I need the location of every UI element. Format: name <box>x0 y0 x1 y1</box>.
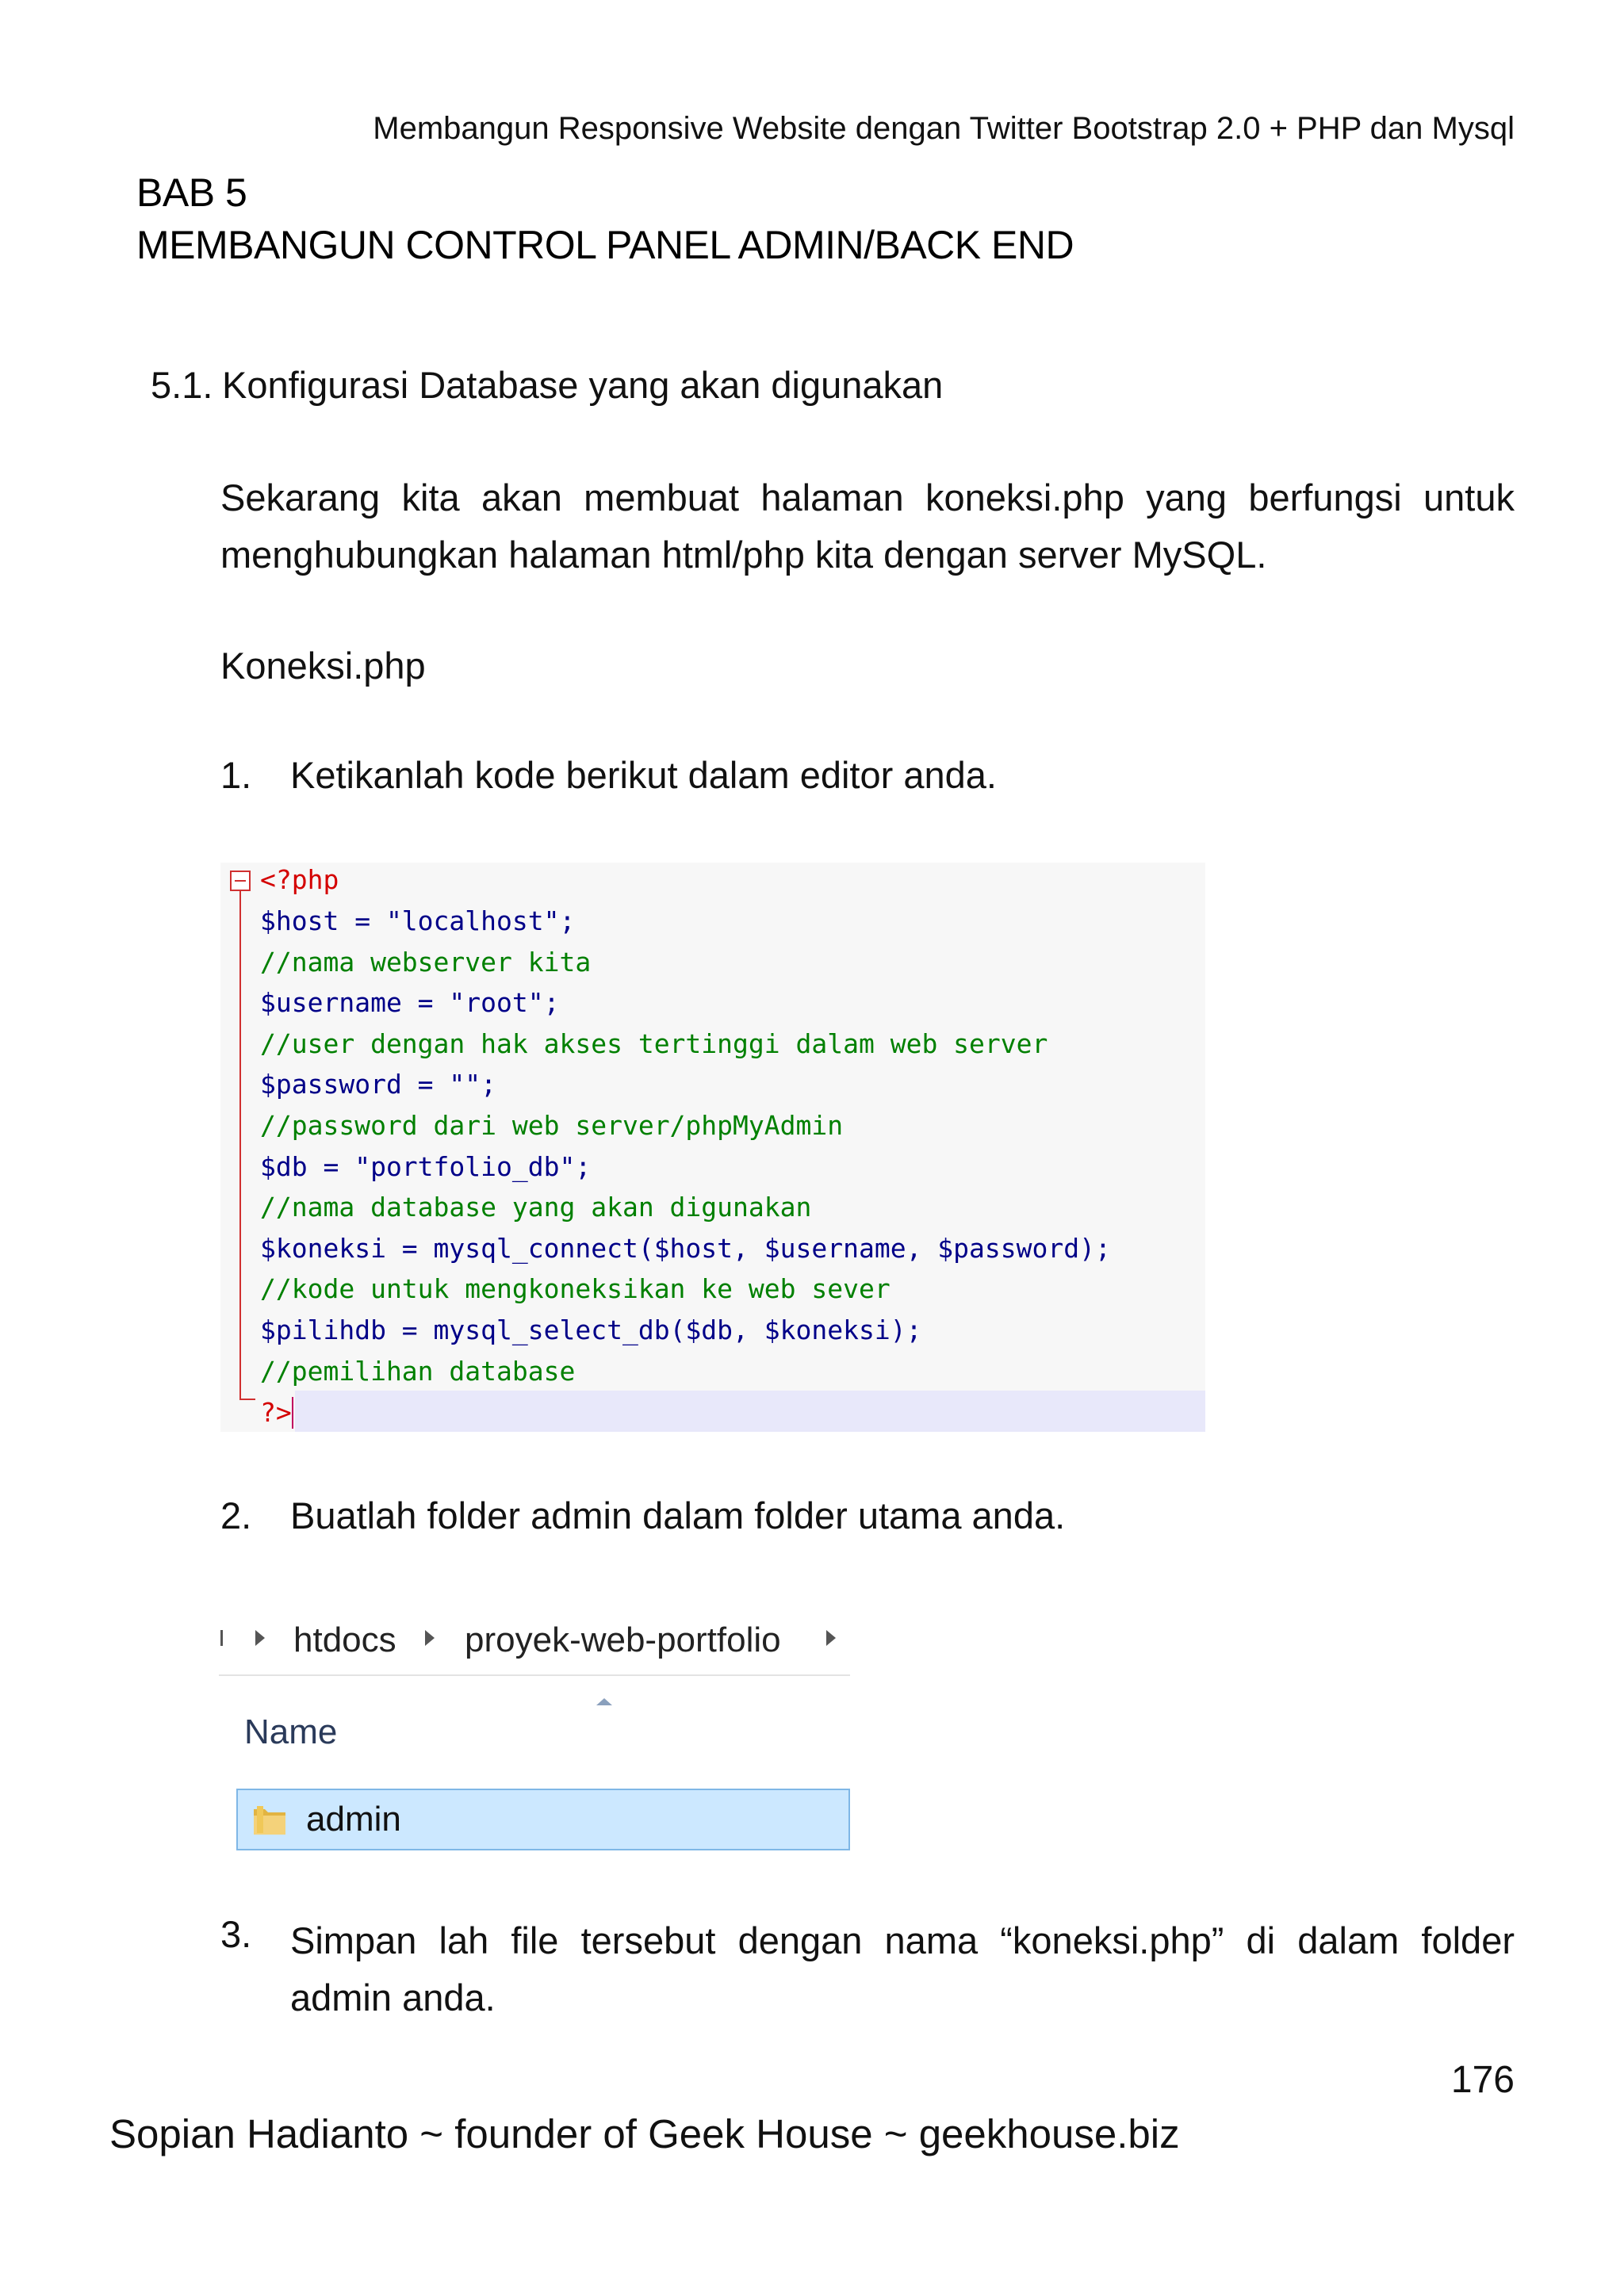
chevron-right-icon[interactable] <box>425 1630 435 1646</box>
section-number: 5.1. <box>151 364 213 406</box>
section-heading <box>151 363 943 407</box>
section-title: Konfigurasi Database yang akan digunakan <box>222 364 944 406</box>
list-item[interactable] <box>236 1789 850 1850</box>
code-line: //pemilihan database <box>260 1356 576 1387</box>
php-close-tag: ?> <box>260 1397 292 1428</box>
intro-paragraph: Sekarang kita akan membuat halaman koneksi.php yang berfungsi untuk menghubungkan halaman html/php kita dengan server MySQL. <box>220 476 1515 576</box>
code-line: $pilihdb = mysql_select_db($db, $koneksi); <box>260 1314 922 1345</box>
code-line: //nama webserver kita <box>260 947 592 978</box>
page-footer: Sopian Hadianto ~ founder of Geek House ~ geekhouse.biz <box>109 2111 1180 2156</box>
code-line: <?php <box>260 864 339 895</box>
folder-icon <box>252 1803 287 1836</box>
chevron-right-icon[interactable] <box>255 1630 265 1646</box>
code-line: //password dari web server/phpMyAdmin <box>260 1110 844 1141</box>
breadcrumb-item[interactable]: htdocs <box>293 1621 396 1659</box>
fold-collapse-icon[interactable] <box>230 871 251 891</box>
code-line: //nama database yang akan digunakan <box>260 1192 812 1223</box>
sort-ascending-icon <box>596 1698 612 1705</box>
step-number: 1. <box>220 754 252 796</box>
step-number: 2. <box>220 1494 252 1536</box>
folder-name: admin <box>306 1800 401 1839</box>
step-text: Simpan lah file tersebut dengan nama “koneksi.php” di dalam folder admin anda. <box>290 1919 1515 2019</box>
code-line-last <box>260 1397 293 1429</box>
step-number: 3. <box>220 1913 252 1955</box>
text-caret <box>292 1397 293 1429</box>
file-label: Koneksi.php <box>220 645 426 687</box>
current-line-highlight <box>295 1391 1205 1432</box>
chapter-title: MEMBANGUN CONTROL PANEL ADMIN/BACK END <box>136 223 1074 267</box>
code-line: //kode untuk mengkoneksikan ke web sever <box>260 1273 891 1304</box>
fold-guide-line <box>239 891 241 1399</box>
code-line: $koneksi = mysql_connect($host, $username, $password); <box>260 1233 1111 1264</box>
step-text: Buatlah folder admin dalam folder utama anda. <box>290 1494 1066 1536</box>
chapter-number: BAB 5 <box>136 170 247 215</box>
code-line: $password = ""; <box>260 1069 497 1100</box>
running-header: Membangun Responsive Website dengan Twitter Bootstrap 2.0 + PHP dan Mysql <box>373 111 1515 146</box>
code-editor <box>220 863 1205 1432</box>
fold-guide-end <box>239 1399 255 1400</box>
breadcrumb <box>219 1609 850 1676</box>
breadcrumb-item[interactable]: proyek-web-portfolio <box>465 1621 781 1659</box>
code-line: $username = "root"; <box>260 987 560 1018</box>
column-header-name[interactable]: Name <box>244 1712 338 1751</box>
step-text: Ketikanlah kode berikut dalam editor anda. <box>290 754 997 796</box>
page-number: 176 <box>1450 2059 1515 2101</box>
chevron-right-icon[interactable] <box>826 1630 836 1646</box>
breadcrumb-edge <box>220 1630 223 1646</box>
file-explorer <box>219 1609 850 1855</box>
code-line: $db = "portfolio_db"; <box>260 1151 592 1182</box>
code-line: //user dengan hak akses tertinggi dalam web server <box>260 1028 1048 1059</box>
code-line: $host = "localhost"; <box>260 905 576 936</box>
